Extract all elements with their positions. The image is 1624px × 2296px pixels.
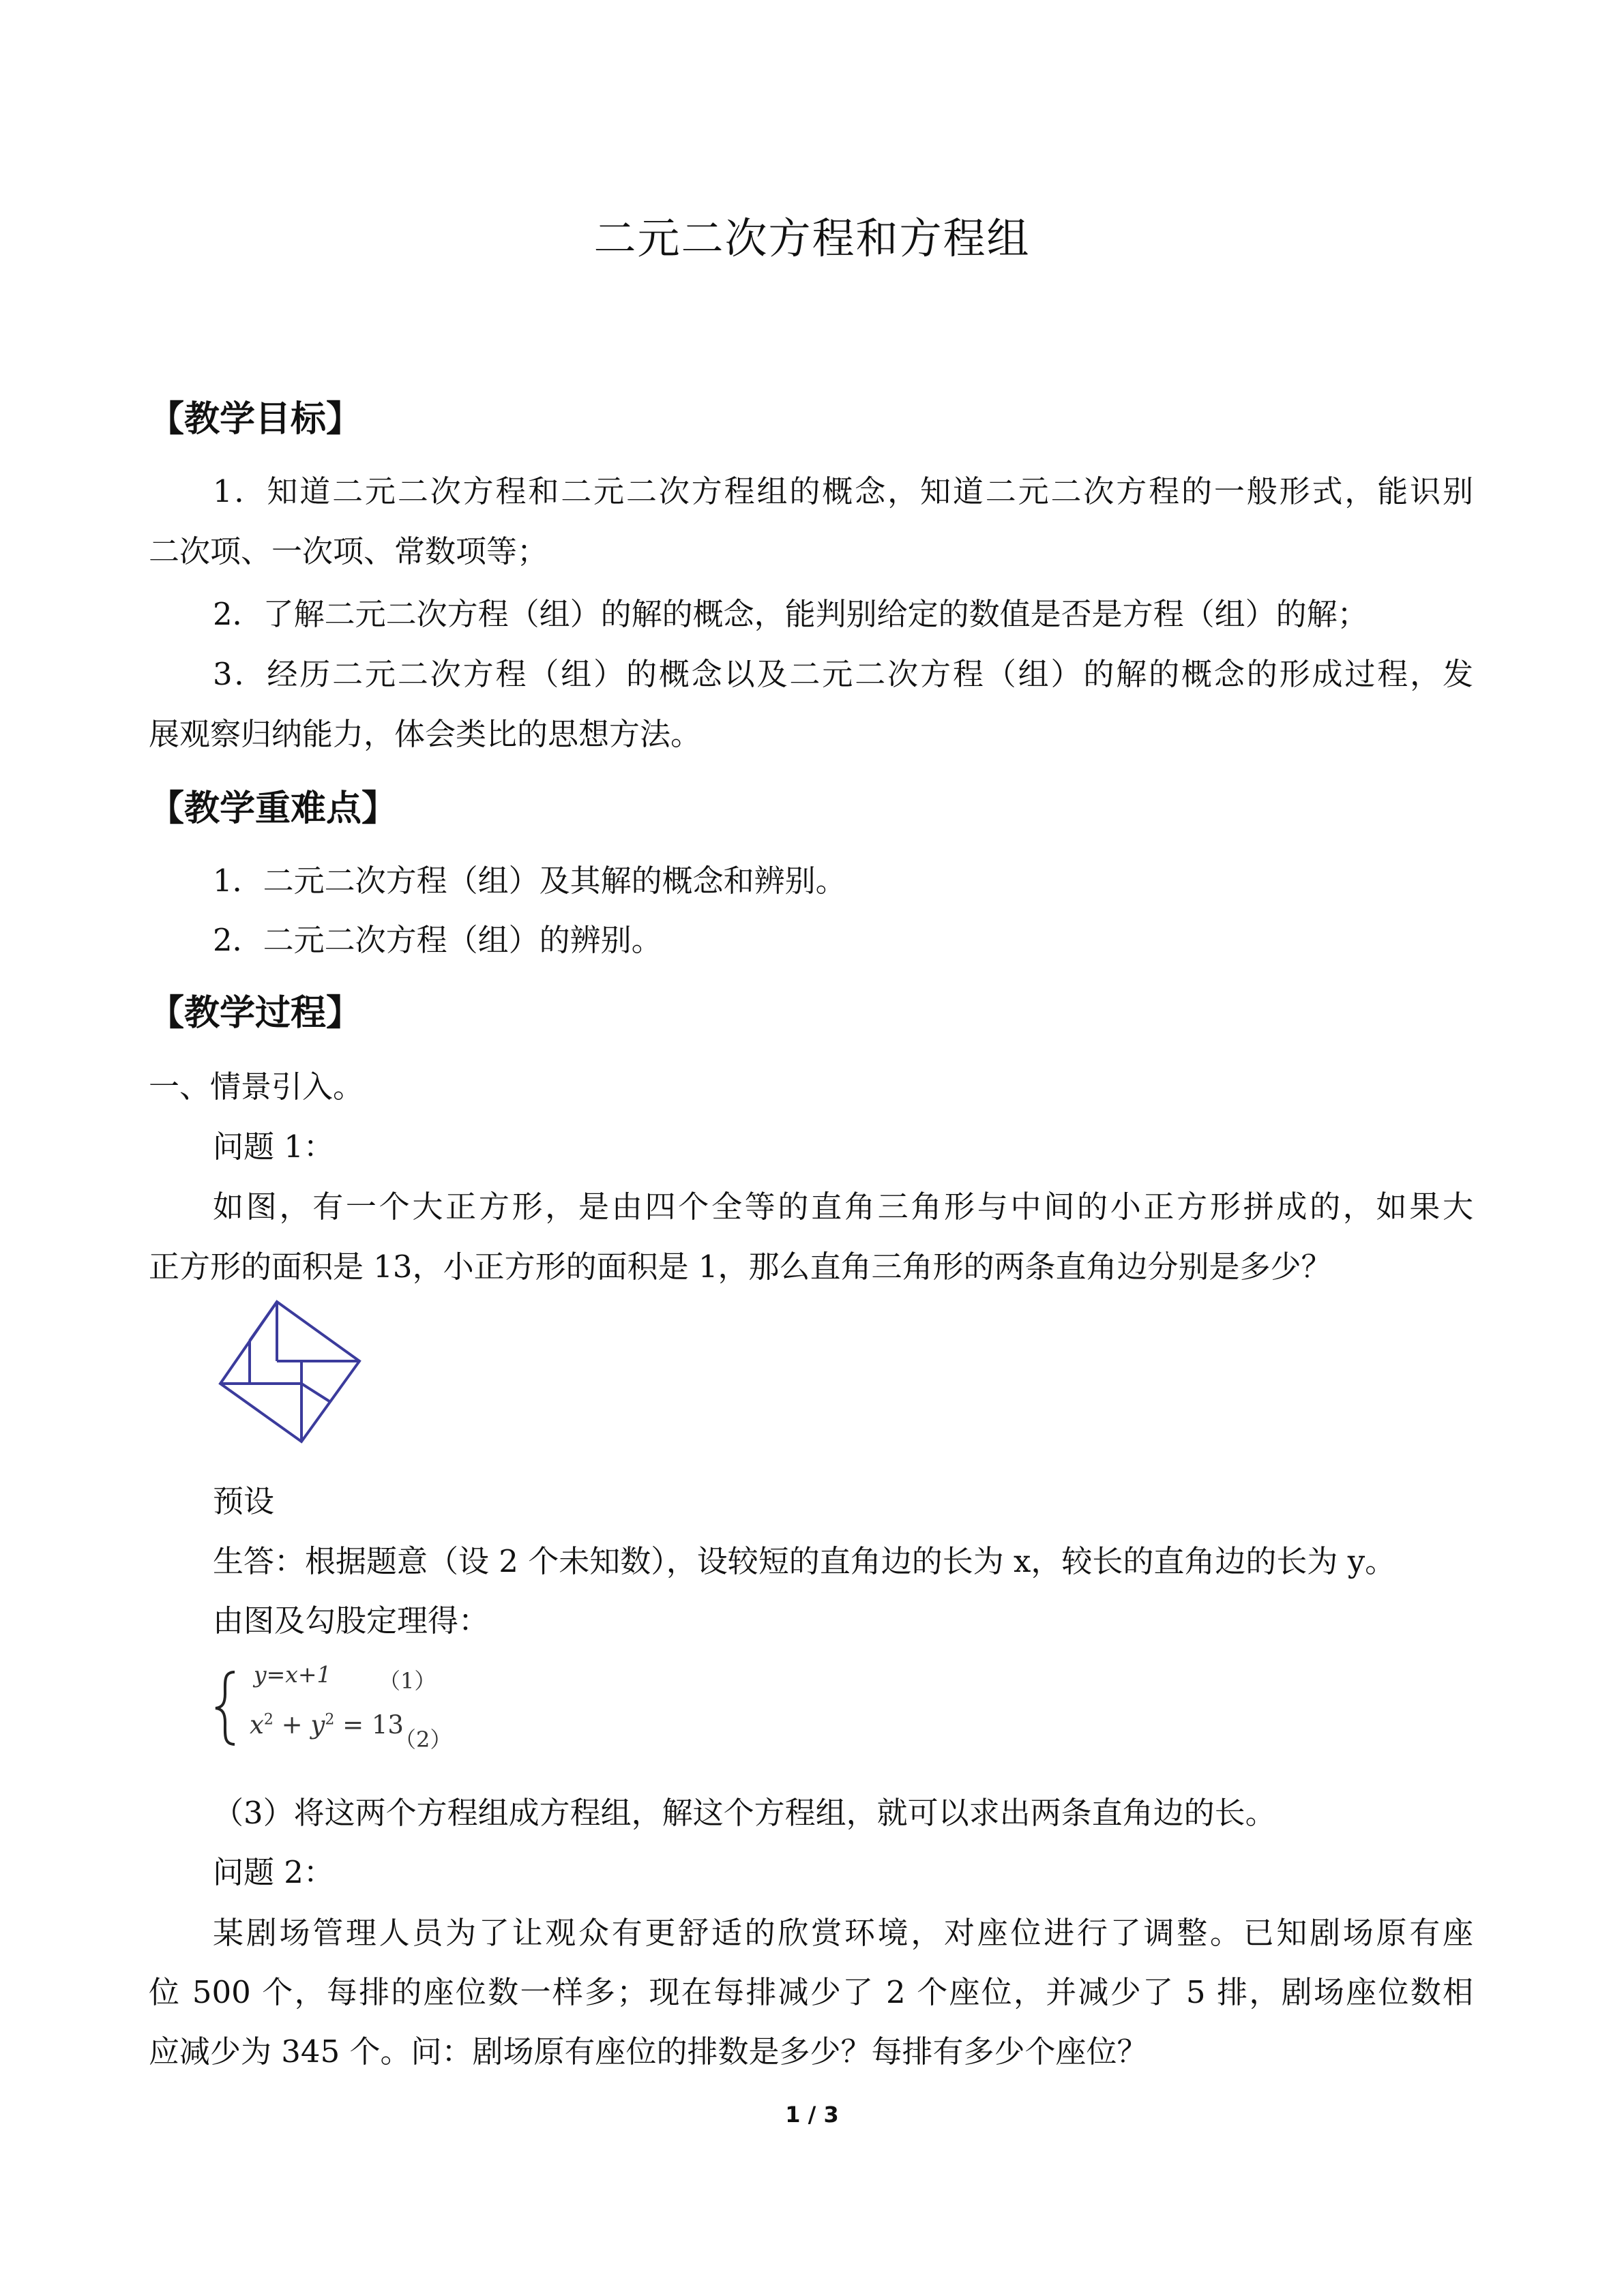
question-1-label: 问题 1：	[213, 1129, 334, 1165]
process-part-1: 一、情景引入。	[149, 1069, 364, 1105]
question-2-line-1: 某剧场管理人员为了让观众有更舒适的欣赏环境，对座位进行了调整。已知剧场原有座	[213, 1915, 1473, 1951]
triangle-leg-1	[250, 1302, 277, 1341]
equation-2-number: （2）	[394, 1727, 452, 1753]
question-2-label: 问题 2：	[213, 1854, 334, 1890]
left-brace	[213, 1669, 240, 1748]
equation-2: $x^2 + y^2 = 13$	[250, 1710, 404, 1740]
step-3: （3）将这两个方程组成方程组，解这个方程组，就可以求出两条直角边的长。	[213, 1795, 1276, 1831]
key-point-2: 2．二元二次方程（组）的辨别。	[213, 922, 662, 958]
page-title: 二元二次方程和方程组	[593, 213, 1031, 263]
question-1-line-2: 正方形的面积是 13，小正方形的面积是 1，那么直角三角形的两条直角边分别是多少？	[149, 1249, 1332, 1285]
square-triangles-figure	[217, 1299, 367, 1446]
objective-3-line-2: 展观察归纳能力，体会类比的思想方法。	[149, 716, 702, 752]
triangle-leg-7	[301, 1384, 329, 1401]
objective-3-line-1: 3．经历二元二次方程（组）的概念以及二元二次方程（组）的解的概念的形成过程，发	[213, 656, 1473, 692]
question-1-line-1: 如图，有一个大正方形，是由四个全等的直角三角形与中间的小正方形拼成的，如果大	[213, 1189, 1473, 1225]
section-objectives: 【教学目标】	[149, 399, 362, 440]
objective-1-line-2: 二次项、一次项、常数项等；	[149, 533, 548, 569]
student-answer: 生答：根据题意（设 2 个未知数），设较短的直角边的长为 x，较长的直角边的长为 y。	[213, 1543, 1396, 1579]
key-point-1: 1．二元二次方程（组）及其解的概念和辨别。	[213, 863, 846, 899]
outer-square	[220, 1302, 359, 1442]
preset-label: 预设	[213, 1483, 275, 1519]
question-2-line-3: 应减少为 345 个。问：剧场原有座位的排数是多少？每排有多少个座位？	[149, 2033, 1148, 2070]
pythagorean-intro: 由图及勾股定理得：	[213, 1602, 490, 1639]
section-key-points: 【教学重难点】	[149, 788, 398, 829]
section-process: 【教学过程】	[149, 993, 362, 1034]
objective-2: 2．了解二元二次方程（组）的解的概念，能判别给定的数值是否是方程（组）的解；	[213, 596, 1368, 632]
question-2-line-2: 位 500 个，每排的座位数一样多；现在每排减少了 2 个座位，并减少了 5 排，剧场座位数相	[149, 1974, 1473, 2010]
page-number: 1 / 3	[785, 2102, 839, 2128]
equation-1-number: （1）	[379, 1668, 437, 1694]
equation-1: y=x+1	[254, 1661, 331, 1688]
objective-1-line-1: 1．知道二元二次方程和二元二次方程组的概念，知道二元二次方程的一般形式，能识别	[213, 473, 1473, 509]
